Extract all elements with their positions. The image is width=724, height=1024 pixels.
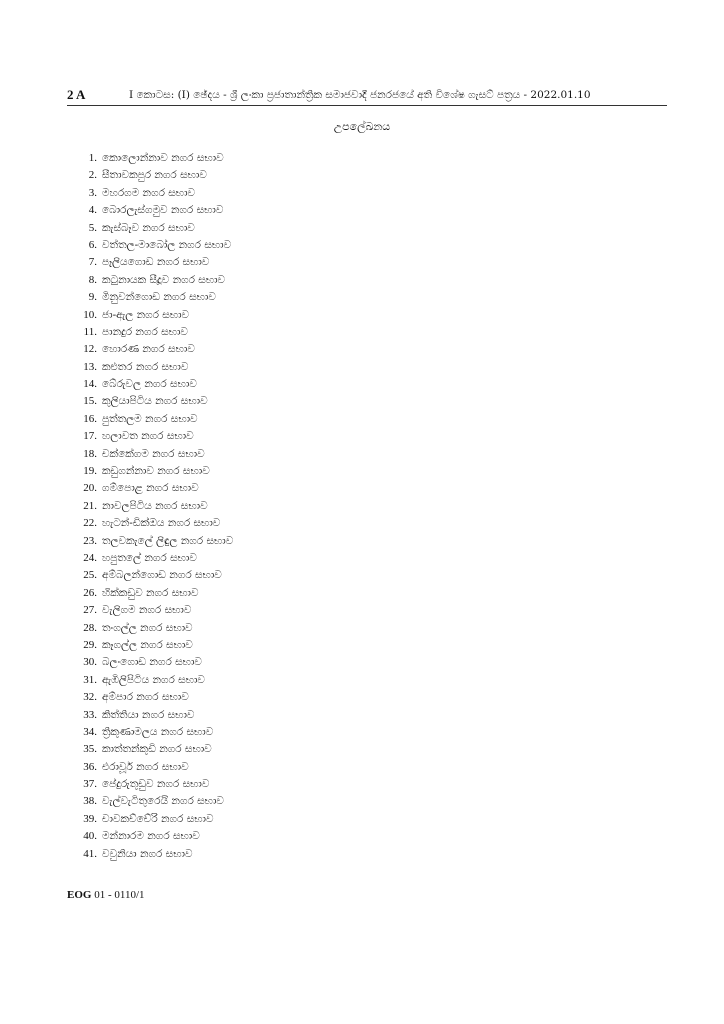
- list-item-council-name: මහරගම නගර සභාව: [102, 186, 196, 199]
- list-item-number: 29.: [83, 638, 97, 651]
- header-divider: [67, 105, 667, 106]
- list-item: [67, 167, 567, 184]
- list-item: [67, 341, 567, 358]
- gazette-header-title: I කොටස: (I) ඡේදය - ශ්‍රී ලංකා ප්‍රජාතාන්ත්‍රික සමාජවාදී ජනරජයේ අති විශේෂ ගැසට් පත්‍රය - 2022.01.10: [129, 89, 591, 101]
- list-item: [67, 254, 567, 271]
- list-item: [67, 307, 567, 324]
- list-item: [67, 689, 567, 706]
- list-item-council-name: කඩුගන්නාව නගර සභාව: [102, 465, 210, 478]
- list-item: [67, 776, 567, 793]
- list-item-council-name: බොරලැස්ගමුව නගර සභාව: [102, 204, 224, 217]
- list-item-number: 8.: [88, 273, 97, 286]
- list-item-council-name: කොලොන්නාව නගර සභාව: [102, 152, 224, 164]
- list-item-number: 25.: [83, 569, 97, 582]
- list-item: [67, 533, 567, 550]
- list-item-number: 30.: [83, 656, 97, 669]
- list-item-council-name: කෑගල්ල නගර සභාව: [102, 638, 193, 651]
- list-item-council-name: පුත්තලම නගර සභාව: [102, 412, 198, 425]
- list-item-council-name: චාවකච්චේරි නගර සභාව: [102, 812, 214, 825]
- list-item-number: 17.: [83, 430, 97, 443]
- list-item-council-name: හික්කඩුව නගර සභාව: [102, 586, 199, 599]
- list-item: [67, 515, 567, 532]
- list-item: [67, 620, 567, 637]
- list-item-number: 36.: [83, 760, 97, 773]
- list-item-council-name: ජා-ඇල නගර සභාව: [102, 308, 190, 321]
- list-item-council-name: බලංගොඩ නගර සභාව: [102, 656, 202, 669]
- list-item: [67, 550, 567, 567]
- footer-code-prefix: EOG: [67, 889, 92, 901]
- list-item: [67, 672, 567, 689]
- list-item-council-name: චක්කේගම නගර සභාව: [102, 447, 205, 460]
- list-item-number: 6.: [88, 238, 97, 251]
- list-item: [67, 220, 567, 237]
- list-item-council-name: පානදුර නගර සභාව: [102, 325, 188, 338]
- list-item-number: 7.: [88, 256, 97, 269]
- list-item-number: 11.: [83, 325, 97, 338]
- list-item-council-name: කටුනායක සීදූව නගර සභාව: [102, 273, 226, 286]
- list-item-number: 3.: [88, 186, 97, 199]
- list-item-number: 10.: [83, 308, 97, 321]
- list-item-number: 9.: [88, 291, 97, 304]
- list-item-number: 40.: [83, 830, 97, 843]
- list-item: [67, 480, 567, 497]
- list-item: [67, 289, 567, 306]
- list-item: [67, 707, 567, 724]
- list-item-number: 31.: [83, 673, 97, 686]
- list-item-council-name: කළුතර නගර සභාව: [102, 360, 189, 373]
- list-item-council-name: කැස්බෑව නගර සභාව: [102, 221, 195, 234]
- list-item-number: 24.: [83, 551, 97, 564]
- list-item-number: 14.: [83, 378, 97, 391]
- list-item-council-name: පේදුරුතුඩුව නගර සභාව: [102, 778, 210, 791]
- list-item: [67, 428, 567, 445]
- list-item-number: 22.: [83, 517, 97, 530]
- list-item-council-name: අම්පාර නගර සභාව: [102, 691, 189, 704]
- list-item-council-name: පෑලියගොඩ නගර සභාව: [102, 256, 210, 269]
- list-item-council-name: වැලිගම නගර සභාව: [102, 604, 192, 617]
- list-item-council-name: මිනුවන්ගොඩ නගර සභාව: [102, 291, 216, 304]
- list-item-council-name: ඇඹිලිපිටිය නගර සභාව: [102, 673, 205, 686]
- list-item-council-name: ගම්පොළ නගර සභාව: [102, 482, 199, 495]
- page-header: [67, 86, 667, 104]
- list-item: [67, 272, 567, 289]
- list-item-council-name: බේරුවල නගර සභාව: [102, 378, 197, 391]
- list-item-number: 32.: [83, 691, 97, 704]
- list-item-number: 1.: [88, 152, 97, 164]
- list-item: [67, 498, 567, 515]
- list-item-council-name: හැටන්-ඩික්ඔය නගර සභාව: [102, 517, 221, 530]
- list-item-number: 33.: [83, 708, 97, 721]
- list-item-number: 19.: [83, 465, 97, 478]
- list-item-council-name: තංගල්ල නගර සභාව: [102, 621, 193, 634]
- list-item: [67, 637, 567, 654]
- list-item: [67, 393, 567, 410]
- list-item: [67, 846, 567, 863]
- list-item-number: 26.: [83, 586, 97, 599]
- list-item-number: 27.: [83, 604, 97, 617]
- list-item-council-name: මන්නාරම නගර සභාව: [102, 830, 200, 843]
- list-item-number: 5.: [88, 221, 97, 234]
- appendix-title: උපලේඛනය: [333, 120, 391, 133]
- list-item: [67, 359, 567, 376]
- list-item: [67, 741, 567, 758]
- list-item: [67, 654, 567, 671]
- list-item-number: 38.: [83, 795, 97, 808]
- list-item-council-name: වත්තල-මාබෝල නගර සභාව: [102, 238, 232, 251]
- list-item-council-name: සීතාවකපුර නගර සභාව: [102, 169, 207, 182]
- list-item-number: 35.: [83, 743, 97, 756]
- list-item-council-name: තලවකැලේ ලිඳුල නගර සභාව: [102, 534, 234, 547]
- list-item: [67, 150, 567, 167]
- list-item-council-name: ත්‍රිකුණාමලය නගර සභාව: [102, 725, 214, 738]
- list-item: [67, 446, 567, 463]
- list-item: [67, 202, 567, 219]
- list-item-council-name: වවුනියා නගර සභාව: [102, 847, 193, 860]
- list-item-number: 23.: [83, 534, 97, 547]
- list-item-council-name: එරාවූර් නගර සභාව: [102, 760, 189, 773]
- list-item: [67, 237, 567, 254]
- list-item: [67, 463, 567, 480]
- list-item-council-name: කාත්තන්කුඩි නගර සභාව: [102, 743, 212, 756]
- list-item: [67, 585, 567, 602]
- list-item: [67, 828, 567, 845]
- footer-code: [67, 889, 145, 901]
- footer-code-number: 01 - 0110/1: [91, 889, 145, 901]
- list-item: [67, 724, 567, 741]
- list-item-number: 18.: [83, 447, 97, 460]
- list-item-number: 16.: [83, 412, 97, 425]
- list-item: [67, 185, 567, 202]
- council-list: [67, 150, 567, 863]
- list-item-number: 20.: [83, 482, 97, 495]
- list-item: [67, 759, 567, 776]
- list-item: [67, 602, 567, 619]
- list-item-council-name: කුලියාපිටිය නගර සභාව: [102, 395, 208, 408]
- list-item-number: 37.: [83, 778, 97, 791]
- list-item-number: 4.: [88, 204, 97, 217]
- list-item: [67, 811, 567, 828]
- page-number: 2 A: [67, 87, 86, 102]
- list-item-number: 39.: [83, 812, 97, 825]
- list-item: [67, 376, 567, 393]
- list-item-council-name: හලාවත නගර සභාව: [102, 430, 194, 443]
- list-item-council-name: හපුතලේ නගර සභාව: [102, 551, 197, 564]
- list-item-number: 34.: [83, 725, 97, 738]
- list-item-council-name: හොරණ නගර සභාව: [102, 343, 195, 356]
- list-item-number: 28.: [83, 621, 97, 634]
- list-item-council-name: අම්බලන්ගොඩ නගර සභාව: [102, 569, 222, 582]
- list-item-number: 21.: [83, 499, 97, 512]
- list-item-council-name: කිත්තියා නගර සභාව: [102, 708, 195, 721]
- list-item: [67, 324, 567, 341]
- list-item-number: 15.: [83, 395, 97, 408]
- list-item: [67, 793, 567, 810]
- list-item: [67, 567, 567, 584]
- list-item-number: 12.: [83, 343, 97, 356]
- list-item-council-name: නාවලපිටිය නගර සභාව: [102, 499, 208, 512]
- list-item-number: 41.: [83, 847, 97, 860]
- list-item-number: 13.: [83, 360, 97, 373]
- list-item-council-name: වැල්වැටිතුරෙයි නගර සභාව: [102, 795, 224, 808]
- list-item-number: 2.: [88, 169, 97, 182]
- list-item: [67, 411, 567, 428]
